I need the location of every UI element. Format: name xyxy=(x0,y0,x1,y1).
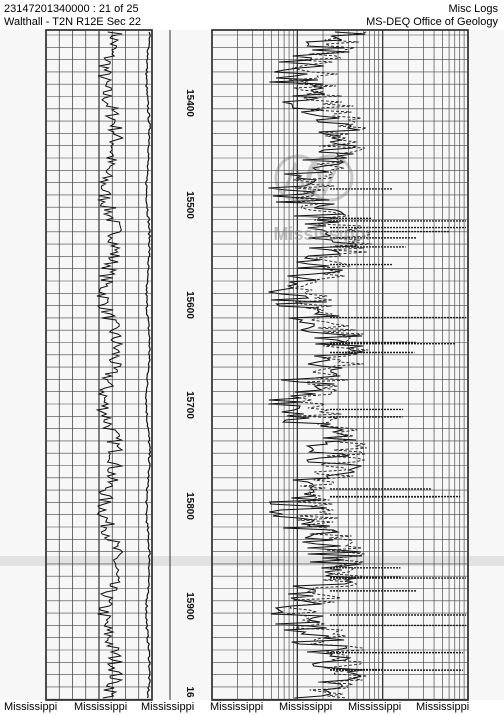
footer-watermark-2: Mississippi xyxy=(74,701,128,713)
footer-watermark-5: Mississippi xyxy=(279,701,333,713)
depth-label: 15600 xyxy=(184,291,195,319)
log-paper xyxy=(0,30,504,700)
footer-watermark-3: Mississippi xyxy=(141,701,195,713)
footer-watermark-1: Mississippi xyxy=(4,701,58,713)
depth-label: 15800 xyxy=(184,492,195,520)
depth-label: 15900 xyxy=(184,592,195,620)
well-location: Walthall - T2N R12E Sec 22 xyxy=(4,16,141,28)
document-id-page: 23147201340000 : 21 of 25 xyxy=(4,3,139,15)
footer-watermark-7: Mississippi xyxy=(416,701,470,713)
footer-watermark-4: Mississippi xyxy=(210,701,264,713)
depth-label: 15700 xyxy=(184,391,195,419)
depth-label: 15400 xyxy=(184,89,195,117)
scan-band xyxy=(0,556,504,566)
center-watermark: Mississippi xyxy=(273,224,371,244)
depth-label: 16 xyxy=(184,686,195,698)
agency-name: MS-DEQ Office of Geology xyxy=(366,16,498,28)
document-type: Misc Logs xyxy=(448,3,498,15)
footer-watermark-6: Mississippi xyxy=(348,701,402,713)
footer-watermark-row xyxy=(0,700,504,715)
depth-label: 15500 xyxy=(184,191,195,219)
